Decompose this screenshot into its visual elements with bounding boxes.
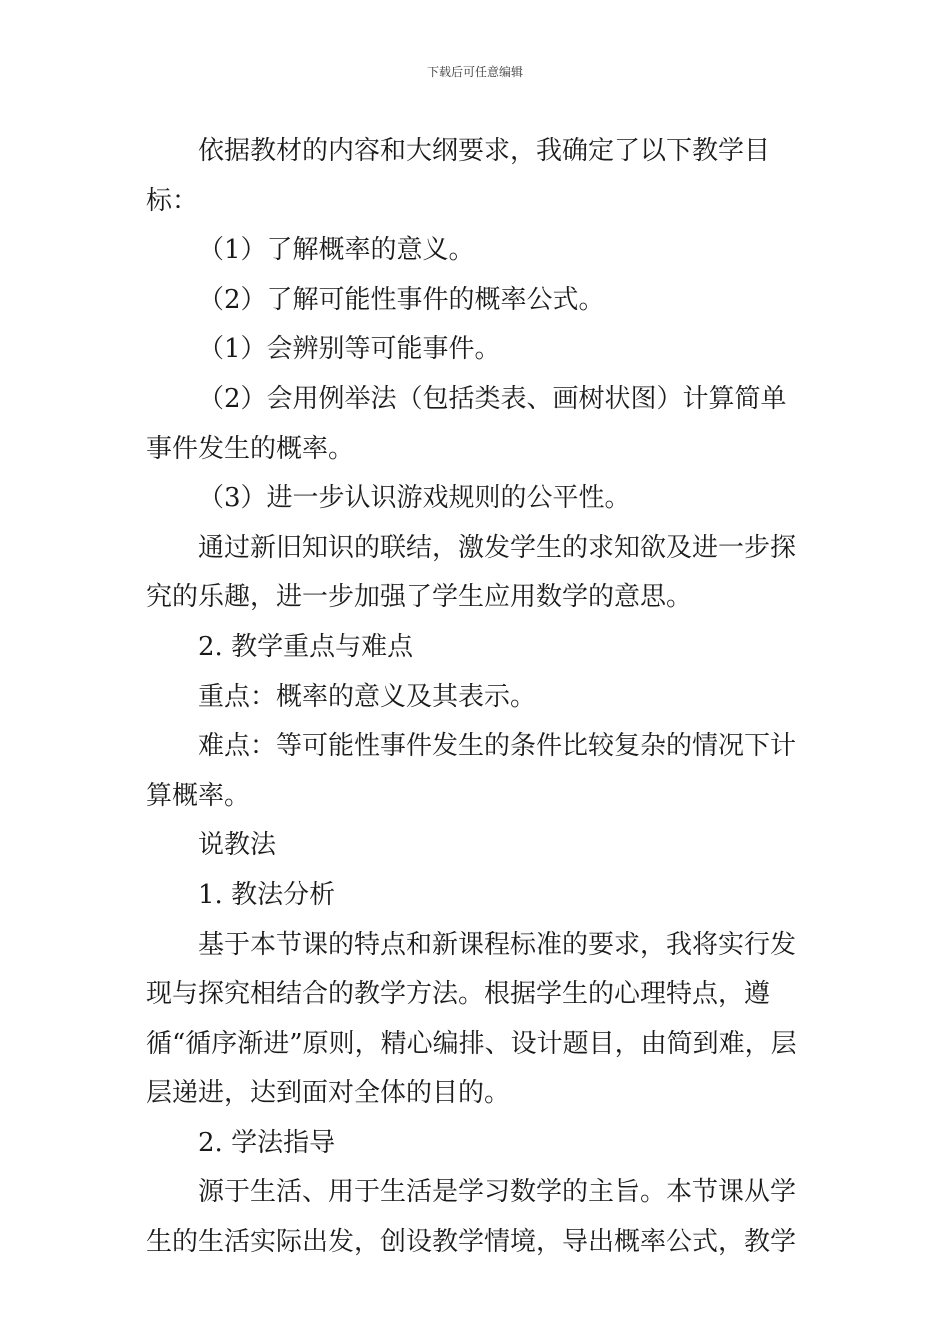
paragraph-skill-3: （3）进一步认识游戏规则的公平性。 — [198, 483, 631, 514]
paragraph-difficult-point: 难点：等可能性事件发生的条件比较复杂的情况下计算概率。 — [146, 731, 797, 811]
paragraph-skill-2: （2）会用例举法（包括类表、画树状图）计算简单事件发生的概率。 — [146, 383, 787, 464]
paragraph-objective-1: （1）了解概率的意义。 — [198, 235, 475, 266]
section-heading-method-analysis: 1. 教法分析 — [198, 879, 336, 910]
paragraph-objective-2: （2）了解可能性事件的概率公式。 — [198, 284, 605, 315]
section-heading-study-guidance: 2. 学法指导 — [198, 1127, 336, 1158]
document-body — [146, 127, 808, 1268]
section-heading-key-points: 2. 教学重点与难点 — [198, 631, 414, 662]
paragraph-key-point: 重点：概率的意义及其表示。 — [198, 681, 537, 712]
paragraph-study-guidance: 源于生活、用于生活是学习数学的主旨。本节课从学生的生活实际出发，创设教学情境，导出概率公式，教学 — [146, 1177, 797, 1258]
paragraph-method-analysis: 基于本节课的特点和新课程标准的要求，我将实行发现与探究相结合的教学方法。根据学生的心理特点，遵循“循序渐进”原则，精心编排、设计题目，由简到难，层层递进，达到面对全体的目的。 — [146, 929, 797, 1109]
section-heading-teaching-method: 说教法 — [198, 830, 277, 861]
paragraph-emotion-goal: 通过新旧知识的联结，激发学生的求知欲及进一步探究的乐趣，进一步加强了学生应用数学的意思。 — [146, 532, 797, 613]
paragraph-objectives-intro: 依据教材的内容和大纲要求，我确定了以下教学目标： — [146, 136, 771, 216]
paragraph-skill-1: （1）会辨别等可能事件。 — [198, 334, 501, 365]
page-header: 下载后可任意编辑 — [426, 65, 523, 79]
